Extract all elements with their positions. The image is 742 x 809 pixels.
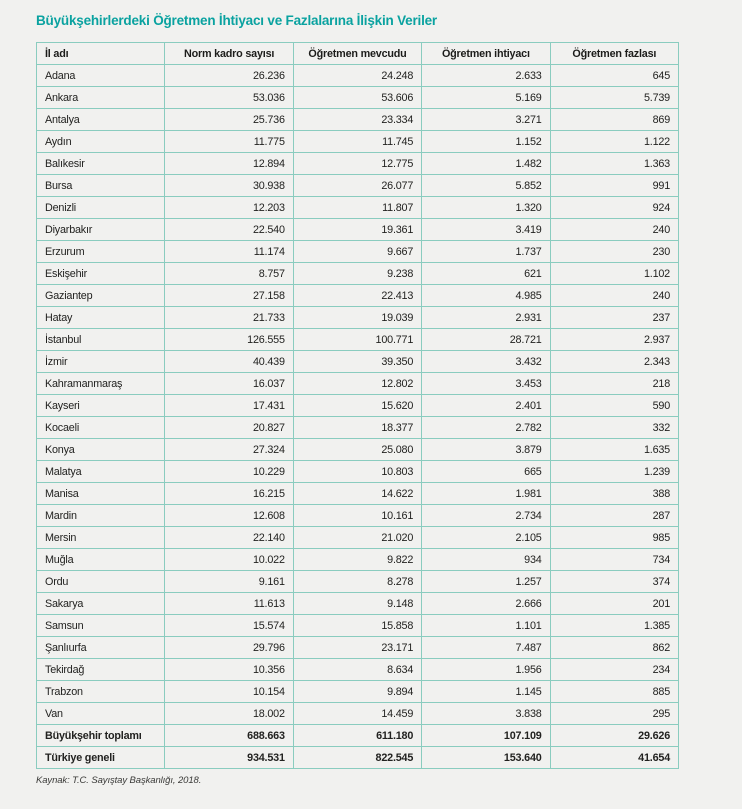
value-cell: 218 <box>550 373 678 395</box>
value-cell: 8.634 <box>293 659 421 681</box>
value-cell: 4.985 <box>422 285 550 307</box>
value-cell: 3.453 <box>422 373 550 395</box>
value-cell: 1.320 <box>422 197 550 219</box>
table-row <box>37 527 679 549</box>
value-cell: 734 <box>550 549 678 571</box>
value-cell: 16.037 <box>165 373 293 395</box>
value-cell: 1.737 <box>422 241 550 263</box>
total-row <box>37 725 679 747</box>
table-row <box>37 263 679 285</box>
table-row <box>37 87 679 109</box>
value-cell: 1.152 <box>422 131 550 153</box>
value-cell: 201 <box>550 593 678 615</box>
row-label-cell: Denizli <box>37 197 165 219</box>
value-cell: 107.109 <box>422 725 550 747</box>
value-cell: 2.401 <box>422 395 550 417</box>
row-label-cell: Diyarbakır <box>37 219 165 241</box>
value-cell: 934 <box>422 549 550 571</box>
table-row <box>37 505 679 527</box>
value-cell: 26.077 <box>293 175 421 197</box>
value-cell: 869 <box>550 109 678 131</box>
table-row <box>37 219 679 241</box>
value-cell: 5.169 <box>422 87 550 109</box>
value-cell: 23.334 <box>293 109 421 131</box>
value-cell: 11.174 <box>165 241 293 263</box>
row-label-cell: Mardin <box>37 505 165 527</box>
value-cell: 10.356 <box>165 659 293 681</box>
table-row <box>37 395 679 417</box>
row-label-cell: İzmir <box>37 351 165 373</box>
value-cell: 295 <box>550 703 678 725</box>
value-cell: 25.080 <box>293 439 421 461</box>
row-label-cell: Ordu <box>37 571 165 593</box>
table-row <box>37 659 679 681</box>
row-label-cell: Kayseri <box>37 395 165 417</box>
row-label-cell: Mersin <box>37 527 165 549</box>
table-row <box>37 307 679 329</box>
value-cell: 7.487 <box>422 637 550 659</box>
row-label-cell: Adana <box>37 65 165 87</box>
value-cell: 9.822 <box>293 549 421 571</box>
value-cell: 20.827 <box>165 417 293 439</box>
value-cell: 9.161 <box>165 571 293 593</box>
value-cell: 3.271 <box>422 109 550 131</box>
row-label-cell: Büyükşehir toplamı <box>37 725 165 747</box>
table-row <box>37 373 679 395</box>
table-row <box>37 351 679 373</box>
value-cell: 2.931 <box>422 307 550 329</box>
value-cell: 332 <box>550 417 678 439</box>
row-label-cell: Erzurum <box>37 241 165 263</box>
value-cell: 3.879 <box>422 439 550 461</box>
table-row <box>37 461 679 483</box>
row-label-cell: Balıkesir <box>37 153 165 175</box>
value-cell: 2.734 <box>422 505 550 527</box>
value-cell: 27.158 <box>165 285 293 307</box>
value-cell: 9.667 <box>293 241 421 263</box>
row-label-cell: Aydın <box>37 131 165 153</box>
value-cell: 688.663 <box>165 725 293 747</box>
page-title: Büyükşehirlerdeki Öğretmen İhtiyacı ve Fazlalarına İlişkin Veriler <box>36 13 437 28</box>
value-cell: 991 <box>550 175 678 197</box>
table-row <box>37 439 679 461</box>
value-cell: 30.938 <box>165 175 293 197</box>
table-row <box>37 483 679 505</box>
value-cell: 16.215 <box>165 483 293 505</box>
value-cell: 19.039 <box>293 307 421 329</box>
row-label-cell: Muğla <box>37 549 165 571</box>
value-cell: 1.981 <box>422 483 550 505</box>
value-cell: 10.161 <box>293 505 421 527</box>
value-cell: 24.248 <box>293 65 421 87</box>
row-label-cell: Malatya <box>37 461 165 483</box>
value-cell: 3.838 <box>422 703 550 725</box>
row-label-cell: Gaziantep <box>37 285 165 307</box>
row-label-cell: Hatay <box>37 307 165 329</box>
row-label-cell: Kocaeli <box>37 417 165 439</box>
table-row <box>37 615 679 637</box>
value-cell: 240 <box>550 285 678 307</box>
value-cell: 1.122 <box>550 131 678 153</box>
table-row <box>37 329 679 351</box>
row-label-cell: Türkiye geneli <box>37 747 165 769</box>
row-label-cell: Ankara <box>37 87 165 109</box>
table-head-row <box>37 43 679 65</box>
row-label-cell: Sakarya <box>37 593 165 615</box>
value-cell: 26.236 <box>165 65 293 87</box>
value-cell: 22.413 <box>293 285 421 307</box>
column-header: Öğretmen ihtiyacı <box>422 43 550 65</box>
value-cell: 1.102 <box>550 263 678 285</box>
table-row <box>37 241 679 263</box>
value-cell: 985 <box>550 527 678 549</box>
value-cell: 10.229 <box>165 461 293 483</box>
value-cell: 1.635 <box>550 439 678 461</box>
value-cell: 53.036 <box>165 87 293 109</box>
value-cell: 2.666 <box>422 593 550 615</box>
value-cell: 2.343 <box>550 351 678 373</box>
value-cell: 3.432 <box>422 351 550 373</box>
value-cell: 100.771 <box>293 329 421 351</box>
table-row <box>37 109 679 131</box>
row-label-cell: Bursa <box>37 175 165 197</box>
value-cell: 53.606 <box>293 87 421 109</box>
value-cell: 862 <box>550 637 678 659</box>
row-label-cell: Eskişehir <box>37 263 165 285</box>
table-row <box>37 703 679 725</box>
value-cell: 22.540 <box>165 219 293 241</box>
value-cell: 12.203 <box>165 197 293 219</box>
value-cell: 19.361 <box>293 219 421 241</box>
value-cell: 15.858 <box>293 615 421 637</box>
column-header: Norm kadro sayısı <box>165 43 293 65</box>
value-cell: 39.350 <box>293 351 421 373</box>
table-row <box>37 681 679 703</box>
value-cell: 590 <box>550 395 678 417</box>
value-cell: 5.852 <box>422 175 550 197</box>
value-cell: 2.633 <box>422 65 550 87</box>
column-header: Öğretmen fazlası <box>550 43 678 65</box>
table-row <box>37 131 679 153</box>
value-cell: 17.431 <box>165 395 293 417</box>
table-body <box>37 65 679 769</box>
value-cell: 10.803 <box>293 461 421 483</box>
value-cell: 14.622 <box>293 483 421 505</box>
teacher-data-table <box>36 42 679 769</box>
value-cell: 11.807 <box>293 197 421 219</box>
row-label-cell: Samsun <box>37 615 165 637</box>
value-cell: 3.419 <box>422 219 550 241</box>
value-cell: 27.324 <box>165 439 293 461</box>
value-cell: 11.745 <box>293 131 421 153</box>
value-cell: 1.145 <box>422 681 550 703</box>
value-cell: 1.385 <box>550 615 678 637</box>
value-cell: 611.180 <box>293 725 421 747</box>
value-cell: 5.739 <box>550 87 678 109</box>
value-cell: 10.022 <box>165 549 293 571</box>
value-cell: 2.105 <box>422 527 550 549</box>
value-cell: 621 <box>422 263 550 285</box>
value-cell: 40.439 <box>165 351 293 373</box>
value-cell: 12.775 <box>293 153 421 175</box>
row-label-cell: Van <box>37 703 165 725</box>
value-cell: 8.278 <box>293 571 421 593</box>
value-cell: 374 <box>550 571 678 593</box>
value-cell: 25.736 <box>165 109 293 131</box>
value-cell: 1.482 <box>422 153 550 175</box>
row-label-cell: Manisa <box>37 483 165 505</box>
value-cell: 1.956 <box>422 659 550 681</box>
value-cell: 9.238 <box>293 263 421 285</box>
value-cell: 934.531 <box>165 747 293 769</box>
row-label-cell: Trabzon <box>37 681 165 703</box>
table-row <box>37 417 679 439</box>
table-row <box>37 65 679 87</box>
value-cell: 1.257 <box>422 571 550 593</box>
value-cell: 11.613 <box>165 593 293 615</box>
value-cell: 41.654 <box>550 747 678 769</box>
value-cell: 2.782 <box>422 417 550 439</box>
value-cell: 22.140 <box>165 527 293 549</box>
value-cell: 126.555 <box>165 329 293 351</box>
value-cell: 388 <box>550 483 678 505</box>
value-cell: 822.545 <box>293 747 421 769</box>
value-cell: 12.894 <box>165 153 293 175</box>
total-row <box>37 747 679 769</box>
value-cell: 230 <box>550 241 678 263</box>
value-cell: 234 <box>550 659 678 681</box>
value-cell: 1.239 <box>550 461 678 483</box>
value-cell: 12.608 <box>165 505 293 527</box>
value-cell: 645 <box>550 65 678 87</box>
value-cell: 11.775 <box>165 131 293 153</box>
value-cell: 9.148 <box>293 593 421 615</box>
value-cell: 153.640 <box>422 747 550 769</box>
table-row <box>37 285 679 307</box>
value-cell: 18.377 <box>293 417 421 439</box>
value-cell: 29.796 <box>165 637 293 659</box>
value-cell: 15.620 <box>293 395 421 417</box>
value-cell: 237 <box>550 307 678 329</box>
source-note: Kaynak: T.C. Sayıştay Başkanlığı, 2018. <box>36 775 202 786</box>
table-row <box>37 197 679 219</box>
row-label-cell: Tekirdağ <box>37 659 165 681</box>
value-cell: 15.574 <box>165 615 293 637</box>
value-cell: 9.894 <box>293 681 421 703</box>
value-cell: 18.002 <box>165 703 293 725</box>
value-cell: 28.721 <box>422 329 550 351</box>
column-header: Öğretmen mevcudu <box>293 43 421 65</box>
table-row <box>37 175 679 197</box>
table-row <box>37 637 679 659</box>
row-label-cell: Kahramanmaraş <box>37 373 165 395</box>
value-cell: 29.626 <box>550 725 678 747</box>
value-cell: 8.757 <box>165 263 293 285</box>
value-cell: 240 <box>550 219 678 241</box>
value-cell: 23.171 <box>293 637 421 659</box>
row-label-cell: İstanbul <box>37 329 165 351</box>
table-row <box>37 153 679 175</box>
table-row <box>37 593 679 615</box>
value-cell: 885 <box>550 681 678 703</box>
value-cell: 12.802 <box>293 373 421 395</box>
row-label-cell: Konya <box>37 439 165 461</box>
value-cell: 924 <box>550 197 678 219</box>
value-cell: 21.020 <box>293 527 421 549</box>
row-label-cell: Antalya <box>37 109 165 131</box>
column-header: İl adı <box>37 43 165 65</box>
value-cell: 14.459 <box>293 703 421 725</box>
table-head <box>37 43 679 65</box>
table-row <box>37 549 679 571</box>
value-cell: 1.363 <box>550 153 678 175</box>
value-cell: 665 <box>422 461 550 483</box>
table-row <box>37 571 679 593</box>
value-cell: 21.733 <box>165 307 293 329</box>
value-cell: 2.937 <box>550 329 678 351</box>
value-cell: 287 <box>550 505 678 527</box>
row-label-cell: Şanlıurfa <box>37 637 165 659</box>
value-cell: 1.101 <box>422 615 550 637</box>
value-cell: 10.154 <box>165 681 293 703</box>
